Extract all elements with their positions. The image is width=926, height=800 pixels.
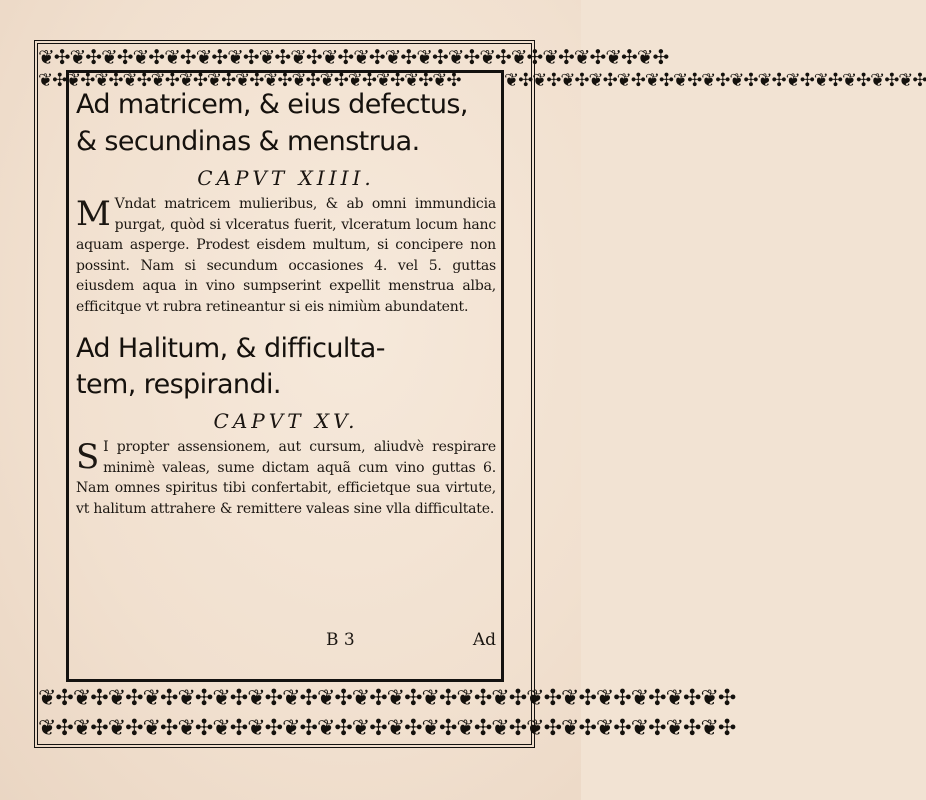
left-ornament-band: ❦✣❦✣❦✣❦✣❦✣❦✣❦✣❦✣❦✣❦✣❦✣❦✣❦✣❦✣❦✣ [38,70,461,91]
signature-mark: B 3 [326,630,355,650]
section2-chapter-label: CAPVT XV. [213,409,359,433]
section2-dropcap: S [76,437,100,477]
bottom-ornament-band-2: ❦✣❦✣❦✣❦✣❦✣❦✣❦✣❦✣❦✣❦✣❦✣❦✣❦✣❦✣❦✣❦✣❦✣❦✣❦✣❦✣ [38,716,736,741]
section2-heading-line2: tem, respirandi. [76,369,281,400]
section2-heading [76,331,496,403]
right-ornament-band: ❦✣❦✣❦✣❦✣❦✣❦✣❦✣❦✣❦✣❦✣❦✣❦✣❦✣❦✣❦✣ [504,70,926,91]
catchword: Ad [472,630,496,650]
page-footer [76,630,496,656]
top-ornament-band: ❦✣❦✣❦✣❦✣❦✣❦✣❦✣❦✣❦✣❦✣❦✣❦✣❦✣❦✣❦✣❦✣❦✣❦✣❦✣❦✣ [38,45,669,69]
section2-paragraph [76,437,496,519]
section1-paragraph [76,194,496,317]
section1-heading-line1: Ad matricem, & eius defectus, [76,89,468,120]
section1-body: Vndat matricem mulieribus, & ab omni immundicia purgat, quòd si vlceratus fuerit, vlceratum locum hanc aquam asperge. Prodest eisdem multum, si concipere non possint. Nam si secundum occasiones 4. vel 5. guttas eiusdem aqua in vino sumpserint expellit menstrua alba, efficitque vt rubra retineantur si eis nimiùm abundatent. [76,196,496,315]
section2-body: I propter assensionem, aut cursum, aliudvè respirare minimè valeas, sume dictam aquã cum vino guttas 6. Nam omnes spiritus tibi confertabit, efficietque sua virtute, vt halitum attrahere & remittere valeas sine vlla difficultate. [76,439,496,517]
section1-chapter-label: CAPVT XIIII. [197,166,375,190]
section1-heading [76,86,496,160]
section1-dropcap: M [76,194,111,234]
bottom-ornament-band-1: ❦✣❦✣❦✣❦✣❦✣❦✣❦✣❦✣❦✣❦✣❦✣❦✣❦✣❦✣❦✣❦✣❦✣❦✣❦✣❦✣ [38,686,736,711]
text-block [76,80,496,676]
section2-heading-line1: Ad Halitum, & difficulta- [76,333,385,364]
section1-heading-line2: & secundinas & menstrua. [76,126,420,157]
